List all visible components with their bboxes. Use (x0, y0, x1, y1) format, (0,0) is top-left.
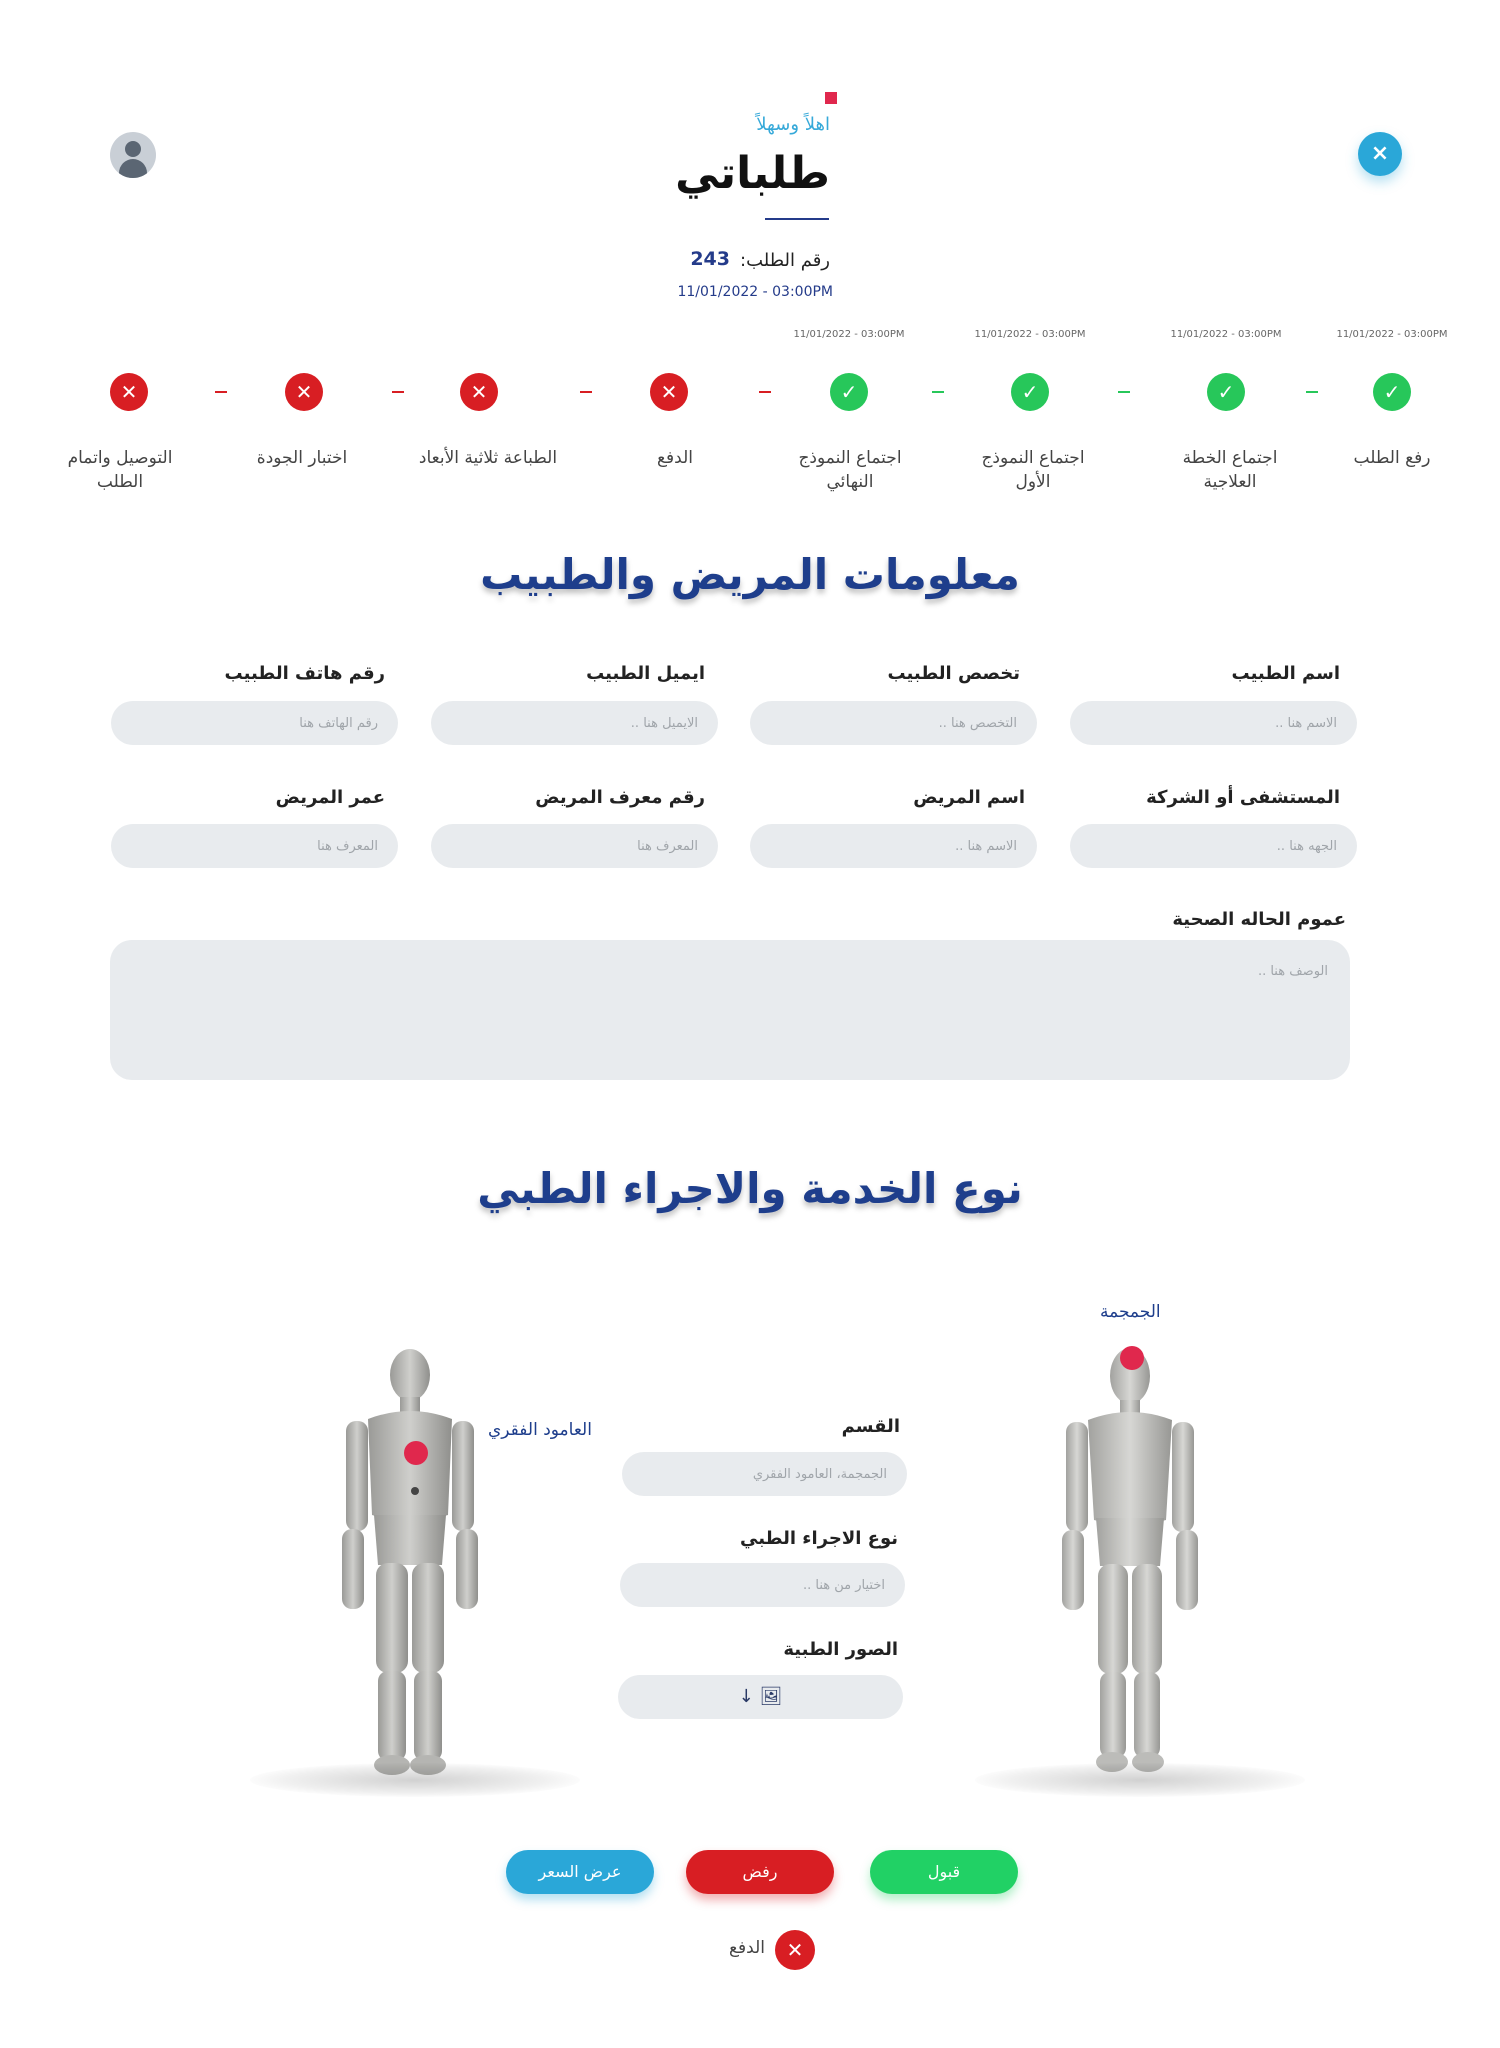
medical-images-upload[interactable] (618, 1675, 903, 1719)
close-icon: × (1370, 141, 1390, 166)
step-label: رفع الطلب (1353, 448, 1431, 468)
procedure-select[interactable] (620, 1563, 905, 1607)
step-connector (392, 391, 404, 393)
doctor-name-input[interactable] (1070, 701, 1357, 745)
step-done-check-icon: ✓ (1373, 373, 1411, 411)
doctor-phone-label: رقم هاتف الطبيب (224, 663, 385, 684)
step-done-check-icon: ✓ (1011, 373, 1049, 411)
step-label: اجتماع الخطة العلاجية (1182, 448, 1278, 492)
order-number: 243 (690, 248, 730, 270)
doctor-specialty-input[interactable] (750, 701, 1037, 745)
patient-name-label: اسم المريض (913, 787, 1025, 808)
upload-download-image-icon: ↓ 🖼 (738, 1686, 783, 1707)
department-label: القسم (841, 1416, 900, 1437)
step-fail-x-icon: ✕ (285, 373, 323, 411)
step-label: الطباعة ثلاثية الأبعاد (418, 448, 558, 468)
title-underline (765, 218, 829, 220)
mannequin-back-illustration (330, 1345, 490, 1785)
doctor-specialty-label: تخصص الطبيب (887, 663, 1020, 684)
accept-button[interactable]: قبول (870, 1850, 1018, 1894)
patient-id-input[interactable] (431, 824, 718, 868)
step-connector (759, 391, 771, 393)
reject-button[interactable]: رفض (686, 1850, 834, 1894)
step-label: الدفع (656, 448, 693, 468)
step-done-check-icon: ✓ (830, 373, 868, 411)
patient-id-label: رقم معرف المريض (535, 787, 705, 808)
page-title: طلباتي (675, 148, 830, 199)
avatar-body (119, 159, 147, 178)
spine-label: العامود الفقري (488, 1420, 592, 1440)
doctor-name-label: اسم الطبيب (1231, 663, 1340, 684)
step-connector (1118, 391, 1130, 393)
step-date: 11/01/2022 - 03:00PM (1336, 329, 1448, 340)
hospital-label: المستشفى أو الشركة (1146, 787, 1340, 808)
step-label: التوصيل واتمام الطلب (67, 448, 173, 492)
step-label: اجتماع النموذج النهائي (798, 448, 902, 492)
skull-label: الجمجمة (1100, 1302, 1161, 1322)
step-date: 11/01/2022 - 03:00PM (793, 329, 905, 340)
patient-age-input[interactable] (111, 824, 398, 868)
step-date: 11/01/2022 - 03:00PM (974, 329, 1086, 340)
order-number-label: رقم الطلب: (740, 250, 830, 271)
doctor-email-input[interactable] (431, 701, 718, 745)
patient-age-label: عمر المريض (275, 787, 385, 808)
step-connector (1306, 391, 1318, 393)
patient-name-input[interactable] (750, 824, 1037, 868)
step-connector (932, 391, 944, 393)
close-button[interactable] (1358, 132, 1402, 176)
payment-fail-x-icon: ✕ (775, 1930, 815, 1970)
quote-button[interactable]: عرض السعر (506, 1850, 654, 1894)
doctor-email-label: ايميل الطبيب (586, 663, 705, 684)
avatar-head (125, 141, 141, 157)
step-done-check-icon: ✓ (1207, 373, 1245, 411)
service-section-title: نوع الخدمة والاجراء الطبي (477, 1164, 1023, 1213)
medical-images-label: الصور الطبية (783, 1639, 898, 1660)
avatar[interactable] (110, 132, 156, 178)
patient-doctor-section-title: معلومات المريض والطبيب (480, 550, 1020, 599)
step-date: 11/01/2022 - 03:00PM (1170, 329, 1282, 340)
order-date: 11/01/2022 - 03:00PM (677, 284, 833, 300)
hospital-input[interactable] (1070, 824, 1357, 868)
floor-shadow (975, 1763, 1305, 1797)
brand-mark (825, 92, 837, 104)
skull-marker[interactable] (1120, 1346, 1144, 1370)
floor-shadow (250, 1763, 580, 1797)
step-fail-x-icon: ✕ (650, 373, 688, 411)
step-label: اختبار الجودة (256, 448, 348, 468)
step-connector (580, 391, 592, 393)
doctor-phone-input[interactable] (111, 701, 398, 745)
health-condition-textarea[interactable] (110, 940, 1350, 1080)
health-condition-label: عموم الحاله الصحية (1172, 909, 1346, 930)
welcome-text: اهلاً وسهلاً (756, 114, 830, 135)
step-label: اجتماع النموذج الأول (981, 448, 1085, 492)
step-connector (215, 391, 227, 393)
mannequin-front-illustration (1050, 1340, 1210, 1780)
step-fail-x-icon: ✕ (460, 373, 498, 411)
department-input[interactable] (622, 1452, 907, 1496)
payment-status-label: الدفع (728, 1938, 765, 1958)
spine-marker[interactable] (404, 1441, 428, 1465)
step-fail-x-icon: ✕ (110, 373, 148, 411)
procedure-label: نوع الاجراء الطبي (739, 1528, 898, 1549)
